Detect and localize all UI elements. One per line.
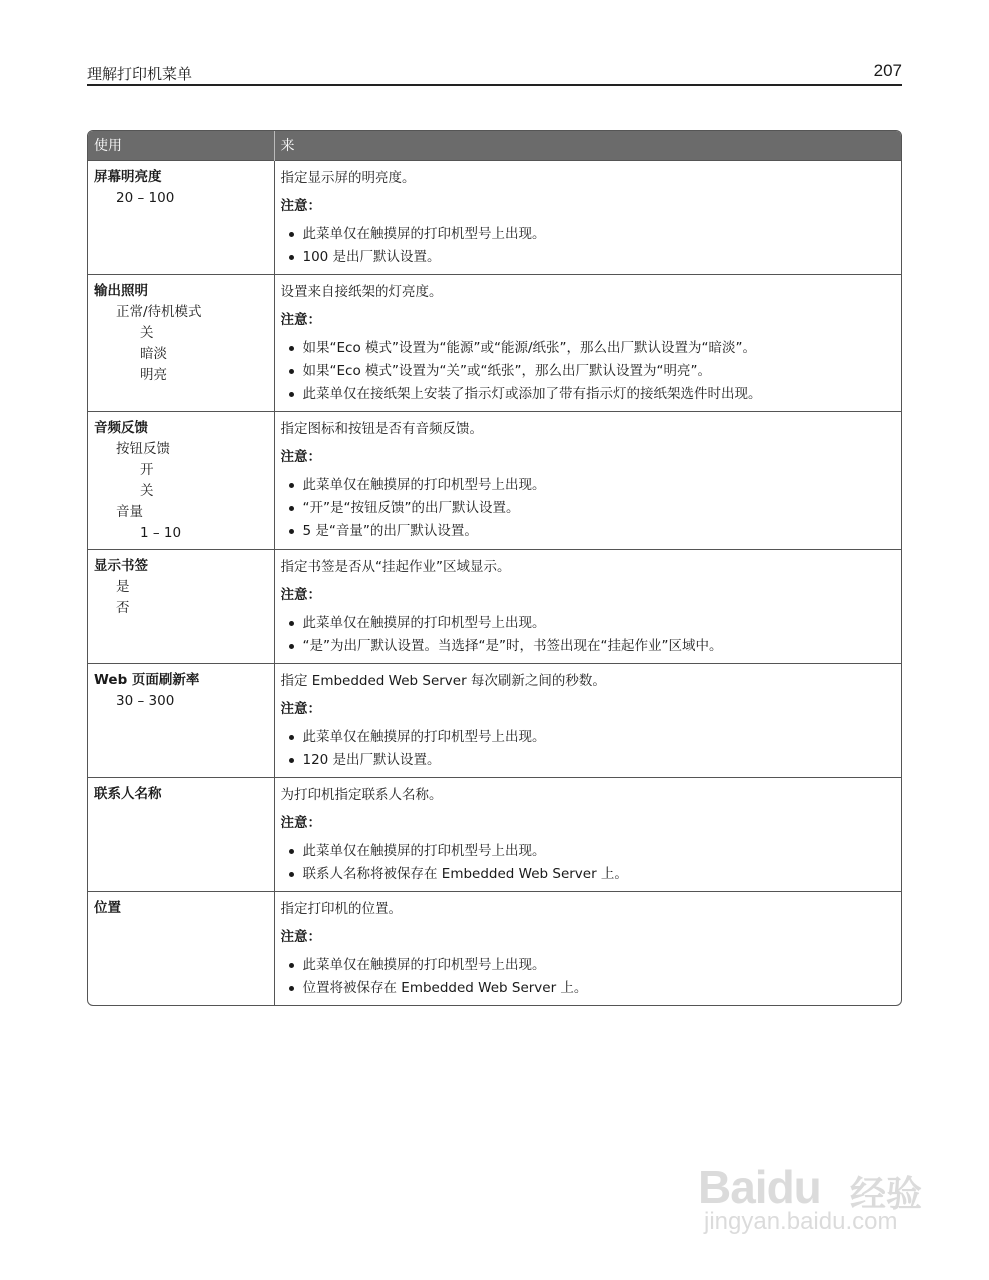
menu-option: 关 xyxy=(140,324,154,341)
watermark-brand-cn: 经验 xyxy=(850,1174,923,1215)
menu-option: 是 xyxy=(116,578,130,595)
menu-item-cell xyxy=(88,160,274,274)
menu-item-description: 指定图标和按钮是否有音频反馈。 xyxy=(280,420,483,437)
menu-option: 开 xyxy=(140,461,154,478)
note-label: 注意： xyxy=(280,814,321,831)
menu-item-name: 联系人名称 xyxy=(94,785,162,802)
menu-item-cell xyxy=(88,777,274,891)
table-row xyxy=(88,549,901,663)
menu-option: 明亮 xyxy=(140,366,167,383)
menu-item-description: 为打印机指定联系人名称。 xyxy=(280,786,443,803)
note-item: 如果“Eco 模式”设置为“能源”或“能源/纸张”，那么出厂默认设置为“暗淡”。 xyxy=(281,337,896,360)
note-label: 注意： xyxy=(280,700,321,717)
notes-list xyxy=(281,726,896,772)
page-title: 理解打印机菜单 xyxy=(87,65,193,83)
menu-option: 关 xyxy=(140,482,154,499)
menu-item-description: 指定 Embedded Web Server 每次刷新之间的秒数。 xyxy=(280,672,606,689)
note-item: “是”为出厂默认设置。当选择“是”时，书签出现在“挂起作业”区域中。 xyxy=(281,635,896,658)
watermark-url: jingyan.baidu.com xyxy=(704,1208,898,1235)
column-header-use: 使用 xyxy=(88,131,274,160)
description-cell xyxy=(274,891,901,1005)
notes-list xyxy=(281,612,896,658)
note-label: 注意： xyxy=(280,928,321,945)
menu-item-cell xyxy=(88,663,274,777)
menu-option: 按钮反馈 xyxy=(116,440,170,457)
menu-option: 30 – 300 xyxy=(116,692,175,709)
menu-item-description: 指定书签是否从“挂起作业”区域显示。 xyxy=(280,558,511,575)
notes-list xyxy=(281,840,896,886)
menu-item-cell xyxy=(88,411,274,549)
note-label: 注意： xyxy=(280,197,321,214)
menu-option: 1 – 10 xyxy=(140,524,182,541)
baidu-watermark xyxy=(690,1130,950,1240)
notes-list xyxy=(281,337,896,406)
note-item: 此菜单仅在接纸架上安装了指示灯或添加了带有指示灯的接纸架选件时出现。 xyxy=(281,383,896,406)
note-item: 此菜单仅在触摸屏的打印机型号上出现。 xyxy=(281,474,896,497)
watermark-brand: Baidu xyxy=(698,1161,821,1213)
note-item: 此菜单仅在触摸屏的打印机型号上出现。 xyxy=(281,840,896,863)
note-label: 注意： xyxy=(280,311,321,328)
note-item: 5 是“音量”的出厂默认设置。 xyxy=(281,520,896,543)
note-item: 120 是出厂默认设置。 xyxy=(281,749,896,772)
page-number: 207 xyxy=(873,61,902,80)
menu-item-name: Web 页面刷新率 xyxy=(94,671,200,688)
description-cell xyxy=(274,549,901,663)
menu-item-name: 输出照明 xyxy=(94,282,148,299)
menu-item-cell xyxy=(88,549,274,663)
menu-table xyxy=(87,130,902,1006)
description-cell xyxy=(274,274,901,411)
table-row xyxy=(88,160,901,274)
notes-list xyxy=(281,474,896,543)
menu-option: 音量 xyxy=(116,503,143,520)
note-item: 如果“Eco 模式”设置为“关”或“纸张”，那么出厂默认设置为“明亮”。 xyxy=(281,360,896,383)
column-header-for: 来 xyxy=(274,131,901,160)
table-row xyxy=(88,663,901,777)
menu-item-name: 位置 xyxy=(94,899,121,916)
notes-list xyxy=(281,954,896,1000)
description-cell xyxy=(274,160,901,274)
menu-item-name: 显示书签 xyxy=(94,557,148,574)
table-row xyxy=(88,891,901,1005)
note-item: “开”是“按钮反馈”的出厂默认设置。 xyxy=(281,497,896,520)
note-item: 100 是出厂默认设置。 xyxy=(281,246,896,269)
menu-item-cell xyxy=(88,274,274,411)
note-item: 位置将被保存在 Embedded Web Server 上。 xyxy=(281,977,896,1000)
description-cell xyxy=(274,663,901,777)
note-item: 此菜单仅在触摸屏的打印机型号上出现。 xyxy=(281,954,896,977)
menu-item-cell xyxy=(88,891,274,1005)
page-header xyxy=(87,62,902,86)
note-item: 此菜单仅在触摸屏的打印机型号上出现。 xyxy=(281,612,896,635)
note-item: 此菜单仅在触摸屏的打印机型号上出现。 xyxy=(281,726,896,749)
menu-option: 暗淡 xyxy=(140,345,167,362)
note-label: 注意： xyxy=(280,586,321,603)
note-item: 联系人名称将被保存在 Embedded Web Server 上。 xyxy=(281,863,896,886)
table-row xyxy=(88,777,901,891)
description-cell xyxy=(274,777,901,891)
note-label: 注意： xyxy=(280,448,321,465)
description-cell xyxy=(274,411,901,549)
table-body xyxy=(88,160,901,1005)
menu-option: 20 – 100 xyxy=(116,189,175,206)
menu-item-name: 屏幕明亮度 xyxy=(94,168,162,185)
table-header-row xyxy=(88,131,901,160)
note-item: 此菜单仅在触摸屏的打印机型号上出现。 xyxy=(281,223,896,246)
table-row xyxy=(88,274,901,411)
menu-item-description: 指定显示屏的明亮度。 xyxy=(280,169,416,186)
menu-option: 正常/待机模式 xyxy=(116,303,202,320)
menu-item-name: 音频反馈 xyxy=(94,419,148,436)
menu-item-description: 指定打印机的位置。 xyxy=(280,900,402,917)
menu-item-description: 设置来自接纸架的灯亮度。 xyxy=(280,283,443,300)
notes-list xyxy=(281,223,896,269)
menu-option: 否 xyxy=(116,599,130,616)
table-row xyxy=(88,411,901,549)
